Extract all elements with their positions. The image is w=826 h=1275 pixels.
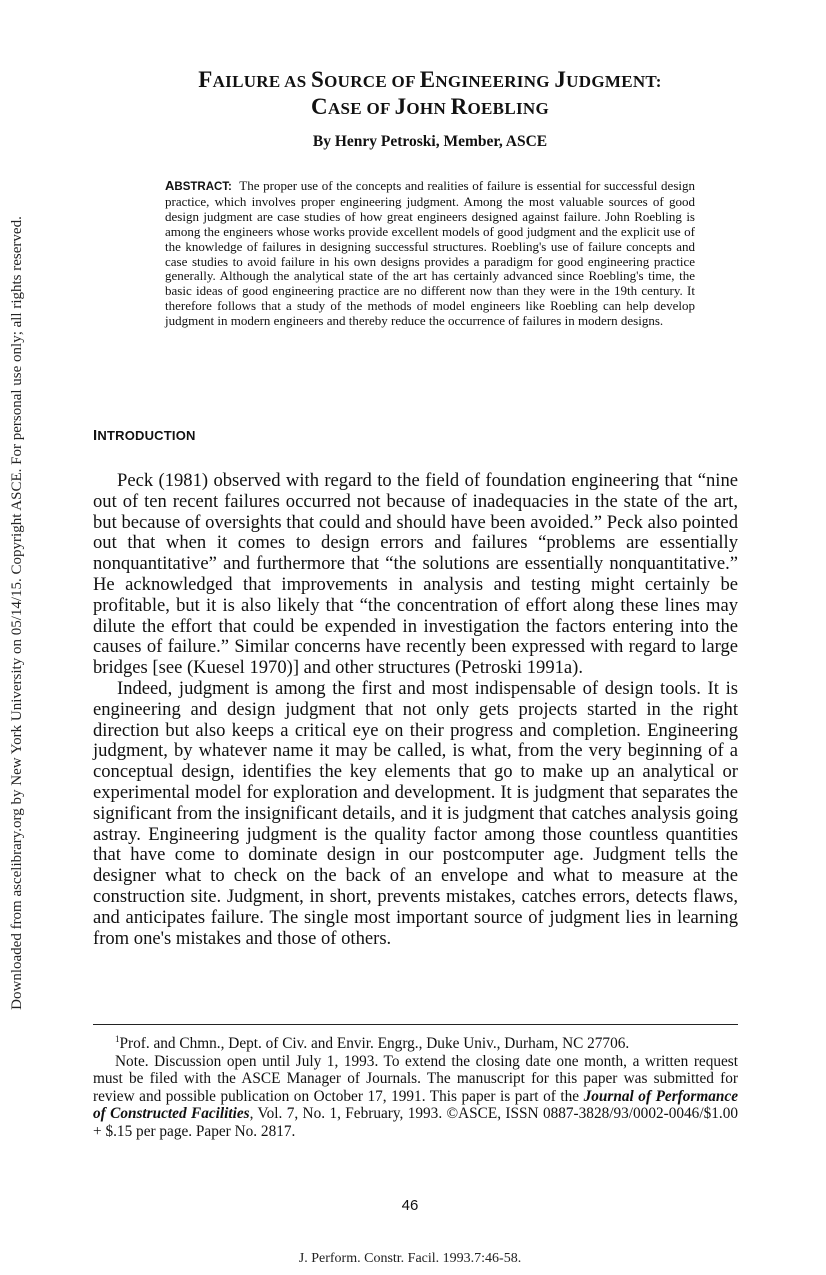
- download-notice: Downloaded from ascelibrary.org by New York University on 05/14/15. Copyright ASCE. For personal use only; all rights reserved.: [9, 216, 25, 1010]
- title-rest: NGINEERING: [435, 72, 555, 91]
- page-number: 46: [401, 1197, 419, 1214]
- title-rest: ASE OF: [327, 99, 395, 118]
- title-line-1: [100, 66, 760, 95]
- body-text: [93, 471, 738, 949]
- title-rest: OEBLING: [467, 99, 549, 118]
- paragraph: Indeed, judgment is among the first and most indispensable of design tools. It is engineering and design judgment that not only gets projects started in the right direction but also keeps a critical eye on their progress and completion. Engineering judgment, by whatever name it may be called, is what, from the very beginning of a conceptual design, identifies the key elements that go to make up an analytical or experimental model for exploration and development. It is judgment that separates the significant from the insignificant details, and it is judgment that catches analysis going astray. Engineering judgment is the quality factor among those countless quantities that have come to dominate design in our postcomputer age. Judgment tells the designer what to check on the back of an envelope and what to measure at the construction site. Judgment, in short, prevents mistakes, catches errors, detects flaws, and anticipates failure. The single most important source of judgment lies in learning from one's mistakes and those of others.: [93, 677, 738, 949]
- title-rest: OHN: [406, 99, 451, 118]
- footnotes: [93, 1031, 738, 1141]
- title-cap: J: [554, 67, 567, 92]
- title-cap: R: [450, 94, 468, 119]
- title-cap: F: [198, 67, 213, 92]
- title-cap: J: [394, 94, 407, 119]
- discussion-note: Note. Discussion open until July 1, 1993. To extend the closing date one month, a written request must be filed with the ASCE Manager of Journals. The manuscript for this paper was submitted for review and possible publication on October 17, 1991. This paper is part of the Journal of Performance of Constructed Facilities, Vol. 7, No. 1, February, 1993. ©ASCE, ISSN 0887-3828/93/0002-0046/$1.00 + $.15 per page. Paper No. 2817.: [93, 1052, 738, 1141]
- abstract: [165, 179, 695, 329]
- title-cap: C: [311, 94, 328, 119]
- affiliation-footnote: $^1$Prof. and Chmn., Dept. of Civ. and Envir. Engrg., Duke Univ., Durham, NC 27706.: [115, 1034, 630, 1053]
- title-rest: OURCE OF: [324, 72, 420, 91]
- citation-footer: J. Perform. Constr. Facil. 1993.7:46-58.: [298, 1251, 522, 1266]
- footnote-rule: [93, 1024, 738, 1025]
- title-rest: AILURE AS: [212, 72, 312, 91]
- title-cap: S: [311, 67, 325, 92]
- section-heading-introduction: INTRODUCTION: [93, 427, 196, 444]
- paragraph: Peck (1981) observed with regard to the field of foundation engineering that “nine out of ten recent failures occurred not because of inadequacies in the state of the art, but because of oversights that could and should have been avoided.” Peck also pointed out that when it comes to design errors and failures “problems are essentially nonquantitative” and furthermore that “the solutions are essentially nonquantitative.” He acknowledged that improvements in analysis and testing might certainly be profitable, but it is also likely that “the concentration of effort along these lines may dilute the effort that could be expended in investigation the factors entering into the causes of failure.” Similar concerns have recently been expressed with regard to large bridges [see (Kuesel 1970)] and other structures (Petroski 1991a).: [93, 470, 738, 679]
- title-cap: E: [419, 67, 436, 92]
- title-rest: UDGMENT:: [566, 72, 662, 91]
- journal-name: Journal of Performance of Constructed Facilities: [93, 1087, 738, 1123]
- title-line-2: [100, 93, 760, 122]
- author-byline: By Henry Petroski, Member, ASCE: [312, 133, 548, 150]
- abstract-label: ABSTRACT:: [165, 178, 232, 193]
- abstract-text: The proper use of the concepts and realities of failure is essential for successful design practice, which involves proper engineering judgment. Among the most valuable sources of good design judgment are case studies of how great engineers designed against failure. John Roebling is among the engineers whose works provide excellent models of good judgment and the explicit use of the knowledge of failures in designing successful structures. Roebling's use of failure concepts and case studies to avoid failure in his own designs provides a paradigm for good engineering practice generally. Although the analytical state of the art has certainly advanced since Roebling's time, the basic ideas of good engineering practice are no different now than they were in the 19th century. It therefore follows that a study of the methods of model engineers like Roebling can help develop judgment in modern engineers and thereby reduce the occurrence of failures in modern designs.: [165, 178, 695, 329]
